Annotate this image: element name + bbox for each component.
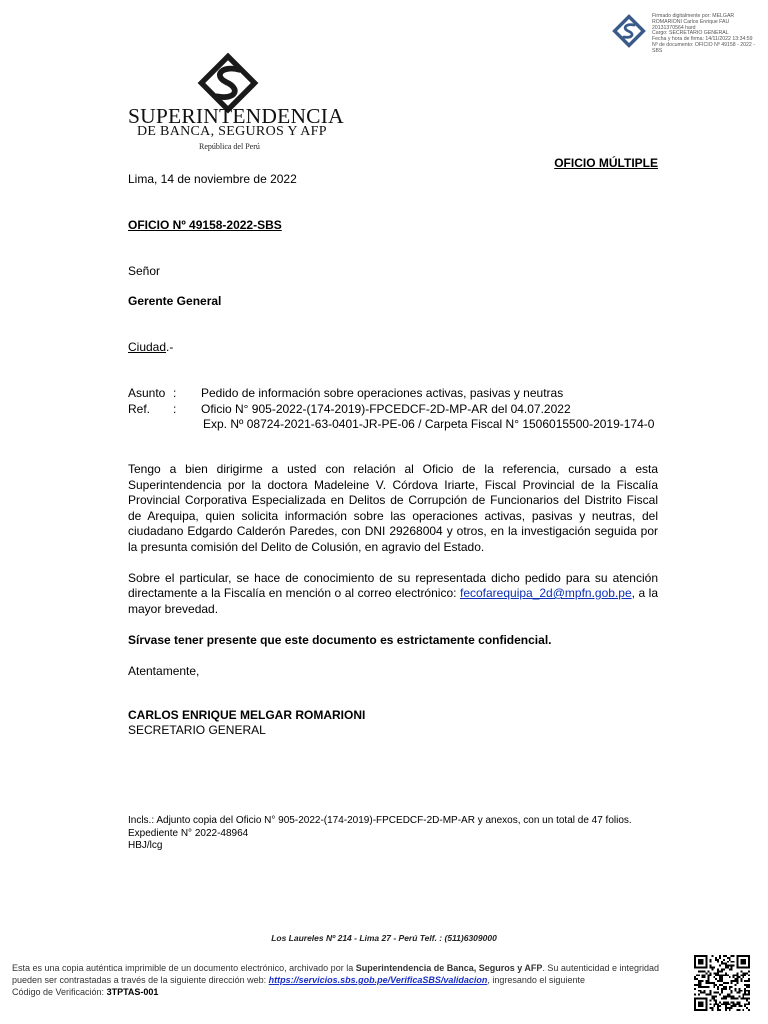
ref-value-line2: Exp. Nº 08724-2021-63-0401-JR-PE-06 / Carpeta Fiscal N° 1506015500-2019-174-0	[203, 417, 655, 431]
stamp-line: ROMARIONI Carlos Enrique FAU	[652, 18, 730, 25]
subject-value: Pedido de información sobre operaciones activas, pasivas y neutras	[201, 386, 564, 400]
expediente-line: Expediente N° 2022-48964	[128, 827, 249, 839]
closing: Atentamente,	[128, 663, 200, 678]
body-paragraph: Tengo a bien dirigirme a usted con relación al Oficio de la referencia, cursado a esta Superintendencia por la doctora Madeleine V. Córdova Iriarte, Fiscal Provincial de la Fiscalía Provincial Corporativa Especializada en Delitos de Corrupción de Funcionarios del Distrito Fiscal de Arequipa, quien solicita información sobre las operaciones activas, pasivas y neutras, del ciudadano Edgardo Calderón Paredes, con DNI 29268004 y otros, en la investigación seguida por la presunta comisión del Delito de Colusión, en agravio del Estado.	[128, 462, 658, 554]
enclosures	[128, 815, 632, 853]
document-type-label: OFICIO MÚLTIPLE	[554, 156, 658, 170]
signer-name: CARLOS ENRIQUE MELGAR ROMARIONI	[128, 708, 366, 722]
notice-text: Esta es una copia auténtica imprimible de un documento electrónico, archivado por la	[12, 963, 356, 973]
subject-colon: :	[173, 386, 177, 400]
logo-subtitle: DE BANCA, SEGUROS Y AFP	[137, 124, 327, 139]
subject-label: Asunto	[128, 386, 166, 400]
stamp-line: Nº de documento: OFICIO Nº 49158 - 2022 -	[652, 41, 755, 48]
initials-line: HBJ/lcg	[128, 840, 163, 851]
salutation: Señor	[128, 264, 161, 278]
email-link[interactable]: fecofarequipa_2d@mpfn.gob.pe	[459, 586, 632, 600]
verification-code: 3TPTAS-001	[106, 987, 159, 997]
document-date: Lima, 14 de noviembre de 2022	[128, 172, 297, 186]
ref-label: Ref.	[128, 402, 151, 416]
notice-org: Superintendencia de Banca, Seguros y AFP	[355, 963, 543, 973]
paragraph-text: , a la mayor brevedad.	[128, 586, 659, 616]
document-number: OFICIO Nº 49158-2022-SBS	[128, 218, 282, 232]
letter-body	[128, 462, 658, 695]
stamp-line: Firmado digitalmente por: MELGAR	[652, 13, 735, 19]
recipient: Gerente General	[128, 294, 222, 308]
paragraph-text: Sobre el particular, se hace de conocimiento de su representada dicho pedido para su atención directamente a la Fiscalía en mención o al correo electrónico:	[128, 570, 658, 600]
logo-name: SUPERINTENDENCIA	[128, 104, 344, 128]
authenticity-notice	[12, 962, 672, 998]
notice-text: . Su autenticidad e integridad pueden ser contrastadas a través de la siguiente dirección web:	[12, 963, 660, 985]
stamp-line: Cargo: SECRETARIO GENERAL	[652, 30, 729, 37]
city-line	[128, 340, 173, 356]
confidential-notice: Sírvase tener presente que este documento es estrictamente confidencial.	[128, 632, 552, 647]
notice-text: , ingresando el siguiente	[487, 975, 585, 985]
ref-colon: :	[173, 402, 177, 416]
body-paragraph	[128, 571, 658, 618]
stamp-line: 20131370564 hard	[652, 24, 696, 31]
verification-url-link[interactable]: https://servicios.sbs.gob.pe/VerificaSBS/validacion	[268, 975, 488, 985]
ref-value-line1: Oficio N° 905-2022-(174-2019)-FPCEDCF-2D-MP-AR del 04.07.2022	[201, 402, 571, 416]
sbs-stamp-logo-icon	[612, 14, 646, 48]
footer-address: Los Laureles Nº 214 - Lima 27 - Perú Telf. : (511)6309000	[271, 933, 497, 943]
city-suffix: .-	[166, 340, 174, 354]
signer-title: SECRETARIO GENERAL	[128, 723, 266, 737]
stamp-line: Fecha y hora de firma: 14/11/2022 13:34:59	[652, 36, 753, 43]
verification-code-label: Código de Verificación:	[12, 987, 107, 997]
logo-country: República del Perú	[199, 142, 260, 151]
stamp-line: SBS	[652, 47, 663, 54]
qr-code-icon	[694, 955, 750, 1011]
city-label: Ciudad	[128, 340, 167, 354]
enclosures-line: Incls.: Adjunto copia del Oficio N° 905-2022-(174-2019)-FPCEDCF-2D-MP-AR y anexos, con un total de 47 folios.	[128, 815, 632, 826]
digital-signature-stamp	[652, 14, 762, 55]
